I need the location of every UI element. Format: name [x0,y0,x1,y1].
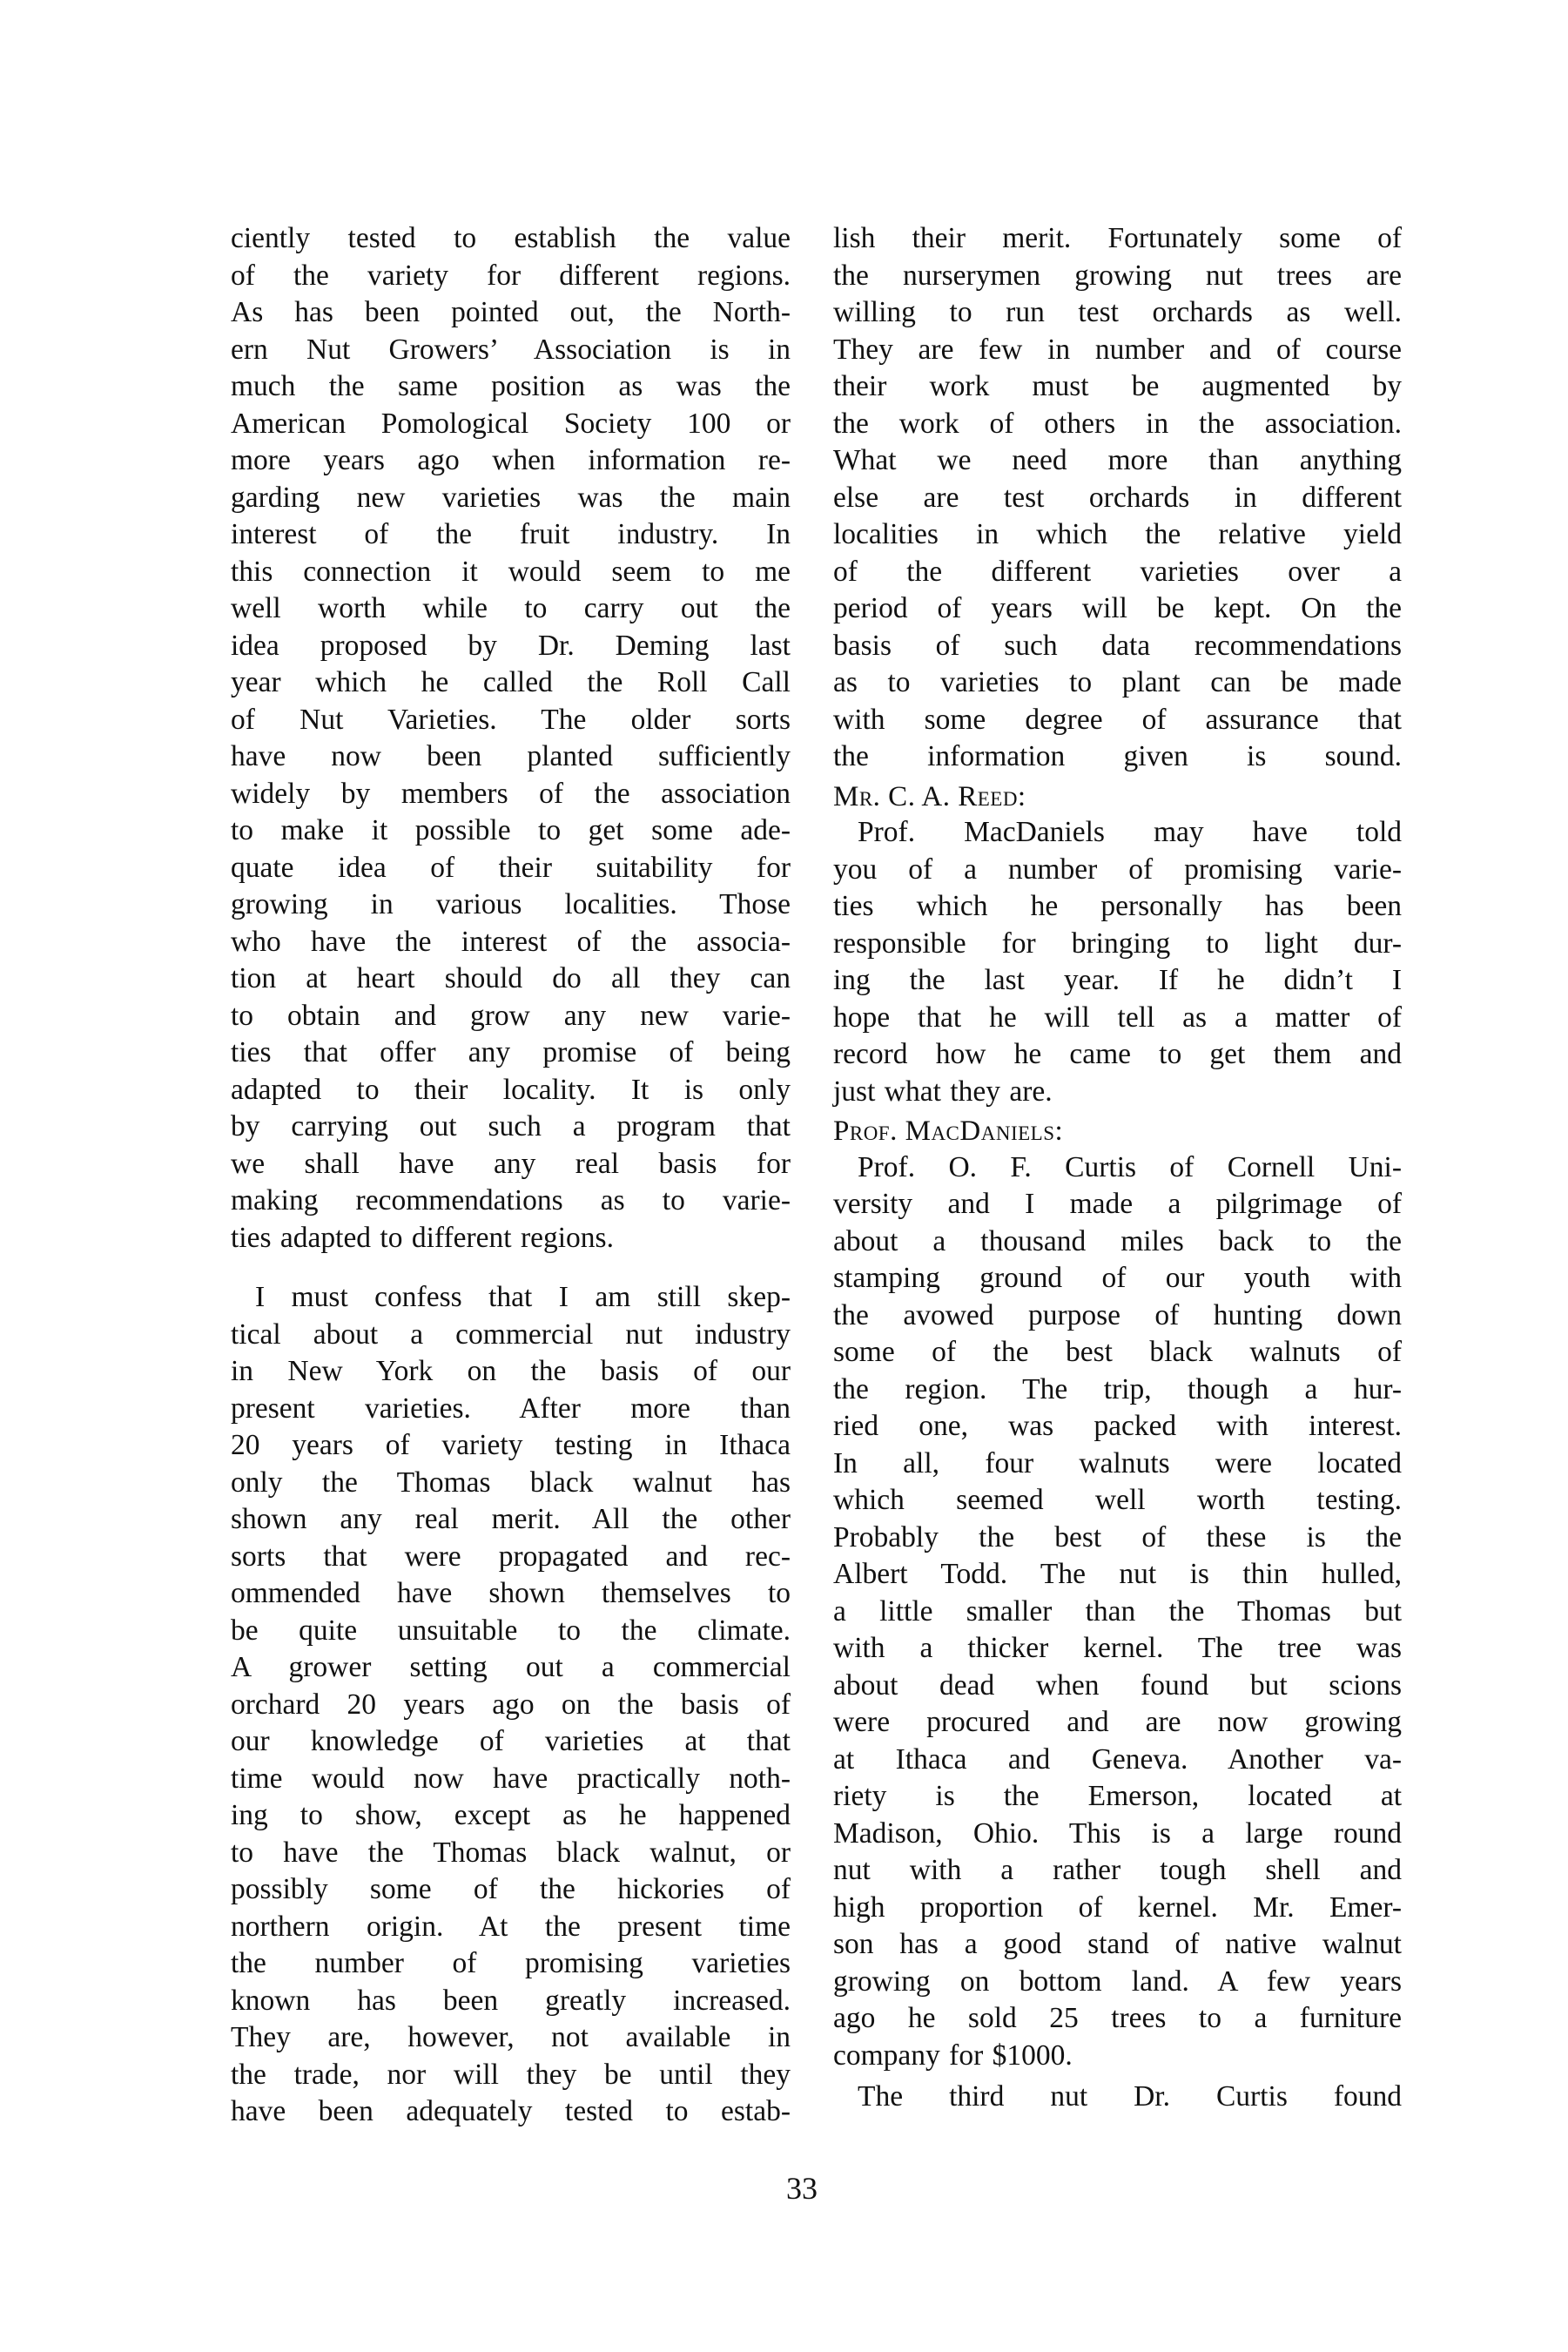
text-line: ern Nut Growers’ Association is in [231,333,791,366]
text-line: company for $1000. [833,2039,1073,2072]
text-line: were procured and are now growing [833,1706,1402,1738]
text-line: American Pomological Society 100 or [231,407,791,440]
text-line: about dead when found but scions [833,1668,1402,1702]
text-line: the information given is sound. [833,740,1402,772]
text-line: shown any real merit. All the other [231,1503,791,1535]
text-line: They are, however, not available in [231,2021,791,2053]
text-line: What we need more than anything [833,444,1402,476]
text-line: to obtain and grow any new varie- [231,999,791,1032]
text-line: some of the best black walnuts of [833,1336,1402,1368]
text-line: ties adapted to different regions. [231,1221,614,1254]
text-line: our knowledge of varieties at that [231,1725,791,1757]
text-line: period of years will be kept. On the [833,592,1402,624]
text-line: as to varieties to plant can be made [833,666,1402,698]
text-line: Prof. O. F. Curtis of Cornell Uni- [858,1150,1402,1183]
text-line: of Nut Varieties. The older sorts [231,703,791,736]
text-line: known has been greatly increased. [231,1984,791,2017]
text-line: They are few in number and of course [833,333,1402,366]
text-line: a little smaller than the Thomas but [833,1594,1402,1628]
text-line: ties that offer any promise of being [231,1036,791,1068]
text-line: the avowed purpose of hunting down [833,1298,1402,1331]
text-line: quate idea of their suitability for [231,851,791,884]
text-line: record how he came to get them and [833,1038,1402,1070]
text-line: who have the interest of the associa- [231,925,791,958]
text-line: versity and I made a pilgrimage of [833,1188,1402,1220]
text-line: of the different varieties over a [833,555,1402,588]
text-line: in New York on the basis of our [231,1355,791,1387]
text-line: ties which he personally has been [833,890,1402,922]
text-line: the work of others in the association. [833,407,1402,440]
text-line: have now been planted sufficiently [231,740,791,772]
text-line: Prof. MacDaniels may have told [858,816,1402,848]
speaker-heading: Prof. MacDaniels: [833,1115,1064,1147]
text-line: this connection it would seem to me [231,555,791,588]
text-line: As has been pointed out, the North- [231,296,791,328]
text-line: responsible for bringing to light dur- [833,927,1402,960]
text-line: growing in various localities. Those [231,888,791,920]
text-line: the region. The trip, though a hur- [833,1372,1402,1405]
text-line: basis of such data recommendations [833,629,1402,662]
text-line: only the Thomas black walnut has [231,1466,791,1499]
page-number: 33 [786,2171,818,2206]
text-line: about a thousand miles back to the [833,1224,1402,1257]
text-line: ago he sold 25 trees to a furniture [833,2002,1402,2034]
text-line: growing on bottom land. A few years [833,1964,1402,1998]
text-line: tical about a commercial nut industry [231,1318,791,1351]
text-line: orchard 20 years ago on the basis of [231,1688,791,1721]
text-line: just what they are. [833,1075,1053,1108]
text-line: much the same position as was the [231,370,791,402]
text-line: possibly some of the hickories of [231,1873,791,1905]
text-line: with some degree of assurance that [833,703,1402,736]
text-line: adapted to their locality. It is only [231,1073,791,1106]
text-line: stamping ground of our youth with [833,1262,1402,1294]
text-line: widely by members of the association [231,777,791,810]
text-line: The third nut Dr. Curtis found [858,2080,1402,2113]
text-line: you of a number of promising varie- [833,853,1402,886]
text-line: to make it possible to get some ade- [231,814,791,846]
text-line: localities in which the relative yield [833,518,1402,550]
text-line: which seemed well worth testing. [833,1484,1402,1516]
text-line: 20 years of variety testing in Ithaca [231,1429,791,1461]
text-line: hope that he will tell as a matter of [833,1001,1402,1034]
text-line: to have the Thomas black walnut, or [231,1836,791,1869]
text-line: present varieties. After more than [231,1392,791,1425]
text-line: interest of the fruit industry. In [231,518,791,550]
text-line: ried one, was packed with interest. [833,1410,1402,1442]
text-line: time would now have practically noth- [231,1762,791,1795]
text-line: Madison, Ohio. This is a large round [833,1816,1402,1850]
text-line: the number of promising varieties [231,1947,791,1979]
speaker-heading: Mr. C. A. Reed: [833,780,1026,812]
text-line: we shall have any real basis for [231,1147,791,1180]
text-line: at Ithaca and Geneva. Another va- [833,1742,1402,1776]
text-line: well worth while to carry out the [231,592,791,624]
text-line: Albert Todd. The nut is thin hulled, [833,1558,1402,1590]
text-line: ciently tested to establish the value [231,222,791,254]
text-line: ing to show, except as he happened [231,1799,791,1831]
text-line: I must confess that I am still skep- [255,1281,791,1313]
text-line: In all, four walnuts were located [833,1446,1402,1479]
text-line: ing the last year. If he didn’t I [833,964,1402,996]
text-line: nut with a rather tough shell and [833,1854,1402,1886]
text-line: more years ago when information re- [231,444,791,476]
text-line: year which he called the Roll Call [231,666,791,698]
text-line: by carrying out such a program that [231,1110,791,1142]
text-line: northern origin. At the present time [231,1910,791,1943]
text-line: else are test orchards in different [833,481,1402,514]
text-line: son has a good stand of native walnut [833,1928,1402,1960]
text-line: tion at heart should do all they can [231,962,791,994]
text-line: making recommendations as to varie- [231,1184,791,1216]
text-line: Probably the best of these is the [833,1520,1402,1553]
text-line: willing to run test orchards as well. [833,296,1402,328]
text-line: the trade, nor will they be until they [231,2058,791,2091]
text-line: A grower setting out a commercial [231,1651,791,1683]
text-line: idea proposed by Dr. Deming last [231,629,791,662]
text-line: have been adequately tested to estab- [231,2095,791,2127]
text-line: their work must be augmented by [833,370,1402,402]
text-line: be quite unsuitable to the climate. [231,1614,791,1647]
text-line: with a thicker kernel. The tree was [833,1632,1402,1664]
text-line: high proportion of kernel. Mr. Emer- [833,1890,1402,1924]
text-line: the nurserymen growing nut trees are [833,259,1402,292]
text-line: garding new varieties was the main [231,481,791,514]
text-line: sorts that were propagated and rec- [231,1540,791,1573]
text-line: of the variety for different regions. [231,259,791,292]
text-line: riety is the Emerson, located at [833,1780,1402,1812]
text-line: ommended have shown themselves to [231,1577,791,1609]
text-line: lish their merit. Fortunately some of [833,222,1402,254]
